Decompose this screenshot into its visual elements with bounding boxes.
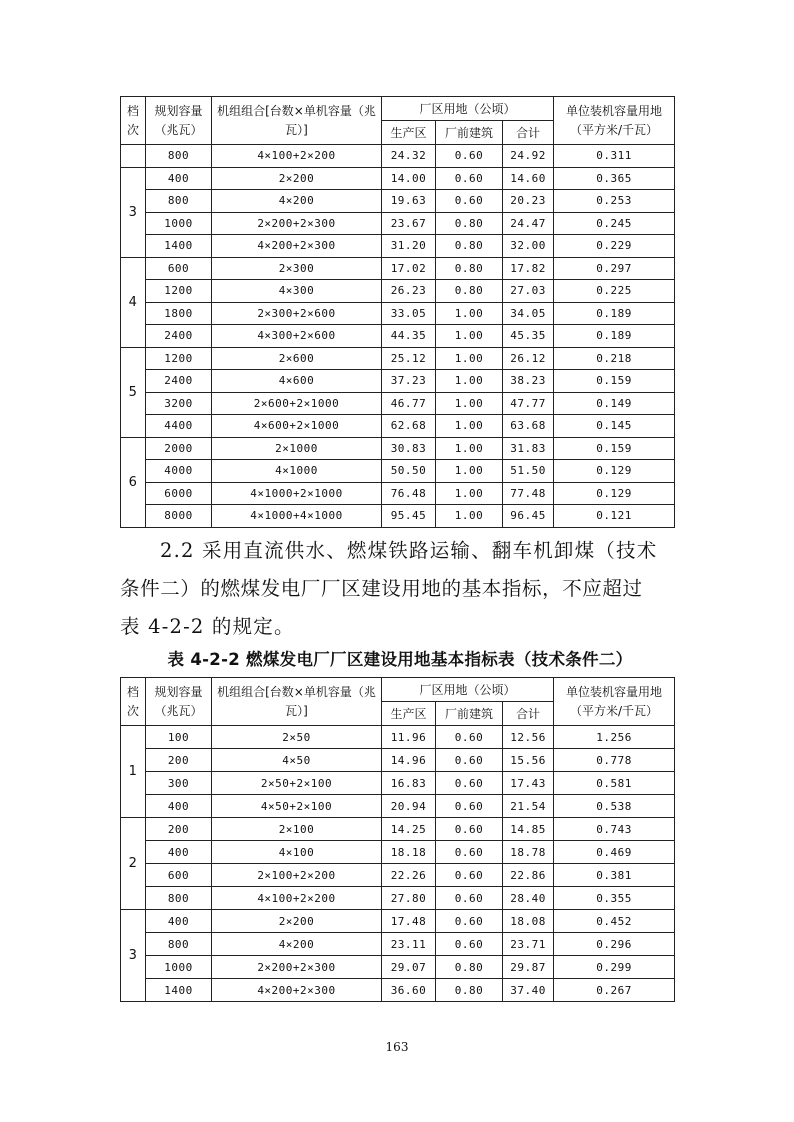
header-land-area: 厂区用地（公顷）: [382, 678, 554, 702]
production-area-cell: 20.94: [382, 795, 436, 818]
table-row: [121, 726, 675, 749]
unit-combination-cell: 4×200+2×300: [212, 979, 382, 1002]
unit-combination-cell: 4×50+2×100: [212, 795, 382, 818]
unit-land-cell: 0.297: [554, 257, 675, 280]
capacity-cell: 1000: [146, 212, 212, 235]
unit-combination-cell: 2×600: [212, 347, 382, 370]
production-area-cell: 33.05: [382, 302, 436, 325]
total-area-cell: 18.78: [503, 841, 554, 864]
table-row: [121, 818, 675, 841]
front-building-cell: 0.60: [436, 933, 503, 956]
front-building-cell: 0.60: [436, 841, 503, 864]
table-row: [121, 437, 675, 460]
front-building-cell: 0.80: [436, 979, 503, 1002]
total-area-cell: 23.71: [503, 933, 554, 956]
unit-combination-cell: 2×600+2×1000: [212, 392, 382, 415]
header-row: [121, 97, 675, 121]
production-area-cell: 19.63: [382, 190, 436, 213]
capacity-cell: 8000: [146, 505, 212, 528]
total-area-cell: 96.45: [503, 505, 554, 528]
production-area-cell: 44.35: [382, 325, 436, 348]
unit-land-cell: 0.145: [554, 415, 675, 438]
unit-land-cell: 0.159: [554, 370, 675, 393]
capacity-cell: 1400: [146, 979, 212, 1002]
unit-land-cell: 0.299: [554, 956, 675, 979]
header-production-area: 生产区: [382, 121, 436, 145]
header-production-area: 生产区: [382, 702, 436, 726]
unit-land-cell: 0.469: [554, 841, 675, 864]
front-building-cell: 0.80: [436, 212, 503, 235]
total-area-cell: 31.83: [503, 437, 554, 460]
unit-land-cell: 0.381: [554, 864, 675, 887]
total-area-cell: 12.56: [503, 726, 554, 749]
header-grade: 档次: [121, 97, 146, 145]
table-row: [121, 347, 675, 370]
front-building-cell: 1.00: [436, 415, 503, 438]
table-row: [121, 167, 675, 190]
grade-cell: 3: [121, 167, 146, 257]
total-area-cell: 22.86: [503, 864, 554, 887]
front-building-cell: 1.00: [436, 325, 503, 348]
unit-combination-cell: 2×50+2×100: [212, 772, 382, 795]
header-unit-combination: 机组组合[台数×单机容量（兆瓦）]: [212, 97, 382, 145]
production-area-cell: 76.48: [382, 482, 436, 505]
unit-combination-cell: 2×300: [212, 257, 382, 280]
total-area-cell: 14.60: [503, 167, 554, 190]
unit-land-cell: 0.159: [554, 437, 675, 460]
table-row: [121, 190, 675, 213]
table-row: [121, 887, 675, 910]
production-area-cell: 30.83: [382, 437, 436, 460]
front-building-cell: 0.60: [436, 772, 503, 795]
unit-combination-cell: 4×300+2×600: [212, 325, 382, 348]
header-unit-combination: 机组组合[台数×单机容量（兆瓦）]: [212, 678, 382, 726]
production-area-cell: 46.77: [382, 392, 436, 415]
capacity-cell: 800: [146, 887, 212, 910]
capacity-cell: 6000: [146, 482, 212, 505]
unit-combination-cell: 2×300+2×600: [212, 302, 382, 325]
capacity-cell: 800: [146, 933, 212, 956]
capacity-cell: 2000: [146, 437, 212, 460]
production-area-cell: 24.32: [382, 145, 436, 168]
capacity-cell: 3200: [146, 392, 212, 415]
table-row: [121, 460, 675, 483]
capacity-cell: 1000: [146, 956, 212, 979]
grade-cell: 3: [121, 910, 146, 1002]
table-row: [121, 933, 675, 956]
table-row: [121, 145, 675, 168]
total-area-cell: 14.85: [503, 818, 554, 841]
capacity-cell: 100: [146, 726, 212, 749]
total-area-cell: 38.23: [503, 370, 554, 393]
production-area-cell: 17.02: [382, 257, 436, 280]
total-area-cell: 47.77: [503, 392, 554, 415]
capacity-cell: 600: [146, 864, 212, 887]
total-area-cell: 63.68: [503, 415, 554, 438]
capacity-cell: 1400: [146, 235, 212, 258]
table-caption: 表 4-2-2 燃煤发电厂厂区建设用地基本指标表（技术条件二）: [167, 650, 633, 669]
unit-combination-cell: 2×100+2×200: [212, 864, 382, 887]
table-row: [121, 212, 675, 235]
grade-cell: 1: [121, 726, 146, 818]
unit-land-cell: 0.365: [554, 167, 675, 190]
table-row: [121, 415, 675, 438]
total-area-cell: 45.35: [503, 325, 554, 348]
total-area-cell: 26.12: [503, 347, 554, 370]
header-row: [121, 678, 675, 702]
table-row: [121, 772, 675, 795]
total-area-cell: 24.92: [503, 145, 554, 168]
table-row: [121, 864, 675, 887]
table-row: [121, 280, 675, 303]
production-area-cell: 37.23: [382, 370, 436, 393]
header-unit-land: 单位装机容量用地（平方米/千瓦）: [554, 678, 675, 726]
unit-land-cell: 0.253: [554, 190, 675, 213]
unit-combination-cell: 2×200+2×300: [212, 212, 382, 235]
table-body: [121, 145, 675, 528]
table-row: [121, 956, 675, 979]
header-total: 合计: [503, 702, 554, 726]
unit-combination-cell: 2×200: [212, 167, 382, 190]
front-building-cell: 1.00: [436, 370, 503, 393]
paragraph-2-2: [120, 532, 680, 646]
page-number: 163: [385, 1040, 409, 1054]
total-area-cell: 32.00: [503, 235, 554, 258]
unit-combination-cell: 2×100: [212, 818, 382, 841]
capacity-cell: 400: [146, 841, 212, 864]
total-area-cell: 21.54: [503, 795, 554, 818]
total-area-cell: 27.03: [503, 280, 554, 303]
total-area-cell: 77.48: [503, 482, 554, 505]
production-area-cell: 23.67: [382, 212, 436, 235]
unit-land-cell: 1.256: [554, 726, 675, 749]
unit-combination-cell: 4×300: [212, 280, 382, 303]
capacity-cell: 800: [146, 190, 212, 213]
table-body: [121, 726, 675, 1002]
unit-land-cell: 0.778: [554, 749, 675, 772]
table-header: [121, 97, 675, 145]
unit-land-cell: 0.121: [554, 505, 675, 528]
unit-land-cell: 0.218: [554, 347, 675, 370]
unit-combination-cell: 4×200: [212, 933, 382, 956]
production-area-cell: 23.11: [382, 933, 436, 956]
front-building-cell: 1.00: [436, 437, 503, 460]
total-area-cell: 24.47: [503, 212, 554, 235]
production-area-cell: 14.00: [382, 167, 436, 190]
capacity-cell: 800: [146, 145, 212, 168]
table-row: [121, 302, 675, 325]
header-land-area: 厂区用地（公顷）: [382, 97, 554, 121]
unit-land-cell: 0.225: [554, 280, 675, 303]
unit-combination-cell: 4×100: [212, 841, 382, 864]
production-area-cell: 50.50: [382, 460, 436, 483]
front-building-cell: 1.00: [436, 347, 503, 370]
unit-land-cell: 0.245: [554, 212, 675, 235]
front-building-cell: 0.60: [436, 145, 503, 168]
capacity-cell: 2400: [146, 370, 212, 393]
header-unit-land: 单位装机容量用地（平方米/千瓦）: [554, 97, 675, 145]
front-building-cell: 1.00: [436, 460, 503, 483]
front-building-cell: 1.00: [436, 482, 503, 505]
unit-land-cell: 0.538: [554, 795, 675, 818]
production-area-cell: 22.26: [382, 864, 436, 887]
unit-land-cell: 0.129: [554, 482, 675, 505]
capacity-cell: 1800: [146, 302, 212, 325]
capacity-cell: 4400: [146, 415, 212, 438]
header-grade: 档次: [121, 678, 146, 726]
table-row: [121, 235, 675, 258]
production-area-cell: 29.07: [382, 956, 436, 979]
production-area-cell: 62.68: [382, 415, 436, 438]
capacity-cell: 200: [146, 749, 212, 772]
front-building-cell: 0.60: [436, 726, 503, 749]
total-area-cell: 18.08: [503, 910, 554, 933]
capacity-cell: 400: [146, 910, 212, 933]
unit-combination-cell: 4×100+2×200: [212, 145, 382, 168]
grade-cell: 5: [121, 347, 146, 437]
front-building-cell: 1.00: [436, 392, 503, 415]
table-row: [121, 392, 675, 415]
total-area-cell: 17.43: [503, 772, 554, 795]
unit-combination-cell: 4×1000+2×1000: [212, 482, 382, 505]
table-row: [121, 841, 675, 864]
unit-combination-cell: 4×200+2×300: [212, 235, 382, 258]
capacity-cell: 1200: [146, 280, 212, 303]
capacity-cell: 400: [146, 167, 212, 190]
capacity-cell: 400: [146, 795, 212, 818]
paragraph-line: 2.2 采用直流供水、燃煤铁路运输、翻车机卸煤（技术: [160, 539, 658, 562]
front-building-cell: 0.60: [436, 864, 503, 887]
total-area-cell: 37.40: [503, 979, 554, 1002]
header-capacity: 规划容量（兆瓦）: [146, 97, 212, 145]
front-building-cell: 0.80: [436, 280, 503, 303]
total-area-cell: 51.50: [503, 460, 554, 483]
front-building-cell: 0.60: [436, 190, 503, 213]
unit-combination-cell: 4×1000: [212, 460, 382, 483]
header-total: 合计: [503, 121, 554, 145]
production-area-cell: 14.25: [382, 818, 436, 841]
production-area-cell: 14.96: [382, 749, 436, 772]
capacity-cell: 300: [146, 772, 212, 795]
total-area-cell: 17.82: [503, 257, 554, 280]
front-building-cell: 0.60: [436, 910, 503, 933]
production-area-cell: 31.20: [382, 235, 436, 258]
unit-land-cell: 0.267: [554, 979, 675, 1002]
capacity-cell: 4000: [146, 460, 212, 483]
table-row: [121, 257, 675, 280]
table-header: [121, 678, 675, 726]
table-row: [121, 979, 675, 1002]
unit-combination-cell: 2×200+2×300: [212, 956, 382, 979]
capacity-cell: 200: [146, 818, 212, 841]
total-area-cell: 20.23: [503, 190, 554, 213]
unit-combination-cell: 4×200: [212, 190, 382, 213]
paragraph-line: 条件二）的燃煤发电厂厂区建设用地的基本指标，不应超过: [120, 577, 643, 600]
front-building-cell: 1.00: [436, 505, 503, 528]
table-row: [121, 795, 675, 818]
front-building-cell: 0.60: [436, 749, 503, 772]
unit-land-cell: 0.129: [554, 460, 675, 483]
front-building-cell: 0.60: [436, 167, 503, 190]
grade-cell: 2: [121, 818, 146, 910]
unit-land-cell: 0.581: [554, 772, 675, 795]
header-capacity: 规划容量（兆瓦）: [146, 678, 212, 726]
unit-land-cell: 0.452: [554, 910, 675, 933]
front-building-cell: 0.80: [436, 257, 503, 280]
unit-land-cell: 0.189: [554, 302, 675, 325]
unit-combination-cell: 4×600: [212, 370, 382, 393]
total-area-cell: 28.40: [503, 887, 554, 910]
capacity-cell: 600: [146, 257, 212, 280]
header-front-buildings: 厂前建筑: [436, 702, 503, 726]
production-area-cell: 27.80: [382, 887, 436, 910]
table-row: [121, 749, 675, 772]
header-front-buildings: 厂前建筑: [436, 121, 503, 145]
unit-combination-cell: 2×200: [212, 910, 382, 933]
total-area-cell: 15.56: [503, 749, 554, 772]
grade-cell: 6: [121, 437, 146, 527]
total-area-cell: 34.05: [503, 302, 554, 325]
paragraph-line: 表 4-2-2 的规定。: [120, 615, 295, 638]
total-area-cell: 29.87: [503, 956, 554, 979]
table-row: [121, 910, 675, 933]
unit-land-cell: 0.229: [554, 235, 675, 258]
unit-combination-cell: 4×100+2×200: [212, 887, 382, 910]
grade-cell: 4: [121, 257, 146, 347]
table-row: [121, 325, 675, 348]
production-area-cell: 95.45: [382, 505, 436, 528]
unit-land-cell: 0.355: [554, 887, 675, 910]
unit-land-cell: 0.149: [554, 392, 675, 415]
front-building-cell: 0.80: [436, 956, 503, 979]
table-row: [121, 505, 675, 528]
production-area-cell: 11.96: [382, 726, 436, 749]
front-building-cell: 1.00: [436, 302, 503, 325]
unit-land-cell: 0.743: [554, 818, 675, 841]
unit-land-cell: 0.296: [554, 933, 675, 956]
unit-combination-cell: 4×600+2×1000: [212, 415, 382, 438]
unit-combination-cell: 4×1000+4×1000: [212, 505, 382, 528]
production-area-cell: 25.12: [382, 347, 436, 370]
land-use-table-continued: [120, 96, 675, 528]
grade-cell: [121, 145, 146, 168]
production-area-cell: 17.48: [382, 910, 436, 933]
front-building-cell: 0.60: [436, 818, 503, 841]
capacity-cell: 2400: [146, 325, 212, 348]
unit-combination-cell: 4×50: [212, 749, 382, 772]
production-area-cell: 16.83: [382, 772, 436, 795]
capacity-cell: 1200: [146, 347, 212, 370]
front-building-cell: 0.60: [436, 887, 503, 910]
production-area-cell: 36.60: [382, 979, 436, 1002]
front-building-cell: 0.80: [436, 235, 503, 258]
unit-combination-cell: 2×1000: [212, 437, 382, 460]
unit-combination-cell: 2×50: [212, 726, 382, 749]
production-area-cell: 26.23: [382, 280, 436, 303]
unit-land-cell: 0.189: [554, 325, 675, 348]
land-use-table-condition-two: [120, 677, 675, 1002]
unit-land-cell: 0.311: [554, 145, 675, 168]
front-building-cell: 0.60: [436, 795, 503, 818]
table-row: [121, 370, 675, 393]
table-row: [121, 482, 675, 505]
production-area-cell: 18.18: [382, 841, 436, 864]
